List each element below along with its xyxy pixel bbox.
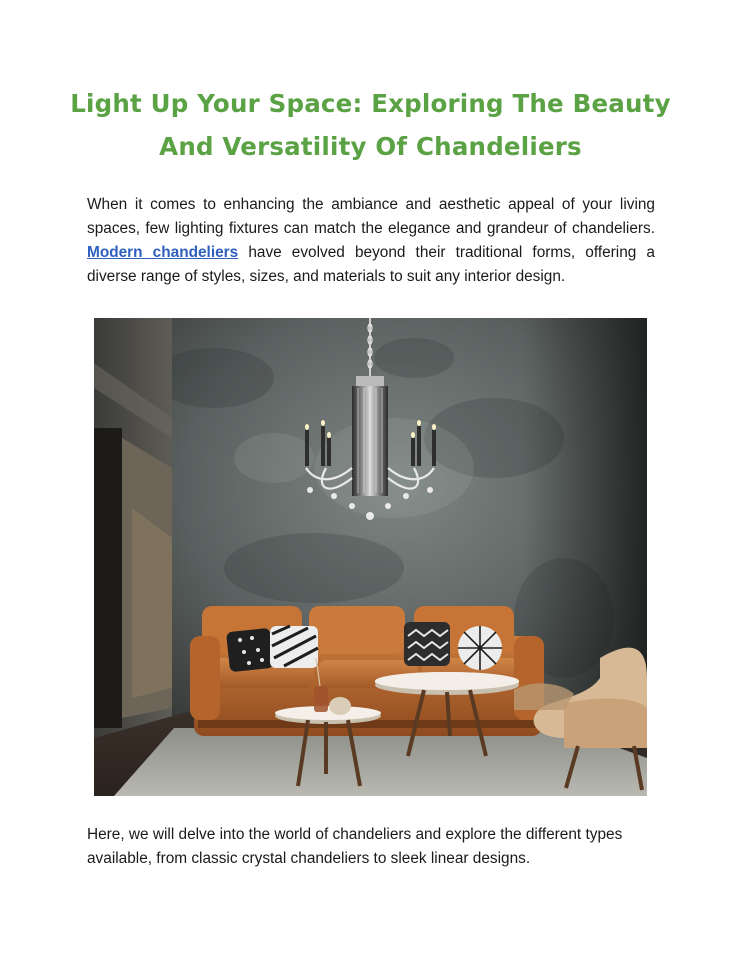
closing-paragraph: Here, we will delve into the world of chandeliers and explore the different types available, from classic crystal chandeliers to sleek linear designs. [87,826,623,867]
modern-chandeliers-link[interactable]: Modern chandeliers [87,244,239,261]
intro-paragraph [87,193,655,289]
chandelier-room-photo [94,318,647,796]
page-title: Light Up Your Space: Exploring The Beauty And Versatility Of Chandeliers [70,89,671,161]
intro-text-before-link: When it comes to enhancing the ambiance and aesthetic appeal of your living spaces, few lighting fixtures can match the elegance and grandeur of chandeliers. [87,196,655,237]
intro-text-after-link: have evolved beyond their traditional forms, offering a diverse range of styles, sizes, and materials to suit any interior design. [87,244,655,285]
